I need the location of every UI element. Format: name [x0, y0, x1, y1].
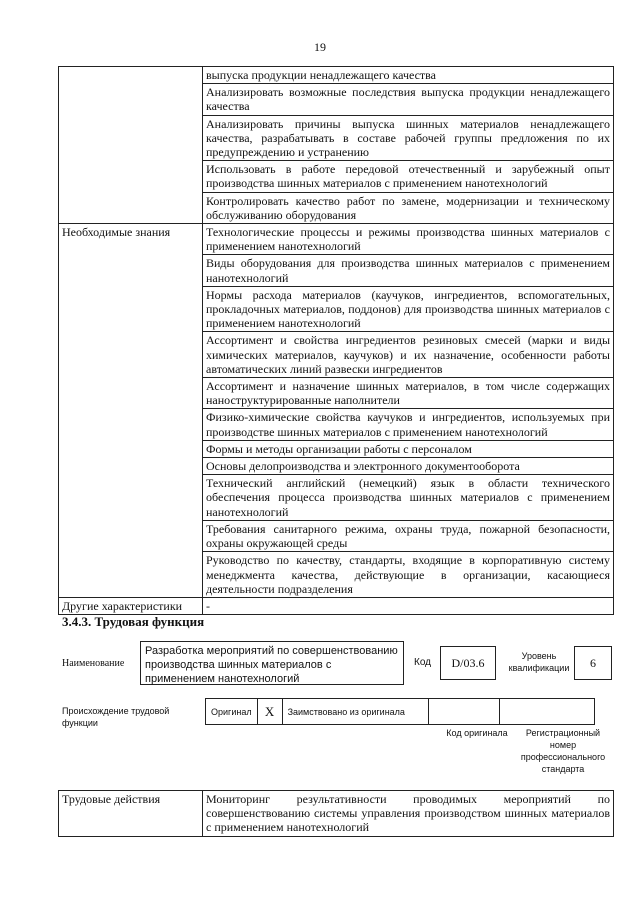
labor-actions-table — [58, 790, 614, 837]
code-value-box: D/03.6 — [440, 646, 496, 680]
skill-cell: Анализировать возможные последствия выпуска продукции ненадлежащего качества — [203, 84, 614, 115]
table-row — [59, 791, 614, 837]
labor-actions-label: Трудовые действия — [59, 791, 203, 837]
origin-reg-caption: Регистрационный номер профессионального стандарта — [520, 728, 606, 774]
other-characteristics-value: - — [203, 597, 614, 614]
skill-cell: выпуска продукции ненадлежащего качества — [203, 67, 614, 84]
skills-knowledge-table — [58, 66, 614, 615]
knowledge-cell: Технологические процессы и режимы производства шинных материалов с применением нанотехнологий — [203, 224, 614, 255]
origin-mark-cell: X — [257, 699, 282, 725]
knowledge-cell: Физико-химические свойства каучуков и ингредиентов, используемых при производстве шинных материалов с применением нанотехнологий — [203, 409, 614, 440]
origin-table — [205, 698, 595, 725]
knowledge-label: Необходимые знания — [59, 224, 203, 598]
origin-reg-number-cell — [499, 699, 594, 725]
table-row — [206, 699, 595, 725]
knowledge-cell: Требования санитарного режима, охраны труда, пожарной безопасности, охраны окружающей среды — [203, 520, 614, 551]
skill-cell: Контролировать качество работ по замене, модернизации и техническому обслуживанию оборудования — [203, 192, 614, 223]
knowledge-cell: Ассортимент и свойства ингредиентов резиновых смесей (марки и виды химических материалов, каучуков) и их назначение, особенности работы автоматических линий развески ингредиентов — [203, 332, 614, 378]
row-label-empty — [59, 67, 203, 224]
origin-label: Происхождение трудовой функции — [62, 706, 170, 728]
page-number: 19 — [314, 40, 326, 54]
knowledge-cell: Руководство по качеству, стандарты, входящие в корпоративную систему менеджмента качества, действующие в организации, касающиеся деятельности подразделения — [203, 552, 614, 598]
knowledge-cell: Технический английский (немецкий) язык в области технического обеспечения процесса производства шинных материалов с применением нанотехнологий — [203, 475, 614, 521]
knowledge-cell: Виды оборудования для производства шинных материалов с применением нанотехнологий — [203, 255, 614, 286]
section-title: 3.4.3. Трудовая функция — [62, 614, 205, 629]
code-label: Код — [414, 657, 432, 668]
table-row — [59, 597, 614, 614]
labor-actions-cell: Мониторинг результативности проводимых мероприятий по совершенствованию системы управления производством шинных материалов с применением нанотехнологий — [203, 791, 614, 837]
other-characteristics-label: Другие характеристики — [59, 597, 203, 614]
origin-original-cell: Оригинал — [206, 699, 258, 725]
qualification-level-label: Уровень квалификации — [508, 651, 570, 673]
name-label: Наименование — [62, 658, 125, 669]
knowledge-cell: Ассортимент и назначение шинных материалов, в том числе содержащих наноструктурированные наполнители — [203, 378, 614, 409]
knowledge-cell: Формы и методы организации работы с персоналом — [203, 440, 614, 457]
origin-code-caption: Код оригинала — [446, 728, 508, 738]
table-row — [59, 224, 614, 255]
origin-code-cell — [428, 699, 499, 725]
table-row — [59, 67, 614, 84]
name-value-box: Разработка мероприятий по совершенствованию производства шинных материалов с применением нанотехнологий — [140, 641, 404, 685]
knowledge-cell: Нормы расхода материалов (каучуков, ингредиентов, вспомогательных, прокладочных материалов, поддонов) для производства шинных материалов с применением нанотехнологий — [203, 286, 614, 332]
knowledge-cell: Основы делопроизводства и электронного документооборота — [203, 458, 614, 475]
origin-borrowed-cell: Заимствовано из оригинала — [282, 699, 428, 725]
skill-cell: Анализировать причины выпуска шинных материалов ненадлежащего качества, разрабатывать в составе рабочей группы предложения по их предупреждению и устранению — [203, 115, 614, 161]
skill-cell: Использовать в работе передовой отечественный и зарубежный опыт производства шинных материалов с применением нанотехнологий — [203, 161, 614, 192]
qualification-level-box: 6 — [574, 646, 612, 680]
